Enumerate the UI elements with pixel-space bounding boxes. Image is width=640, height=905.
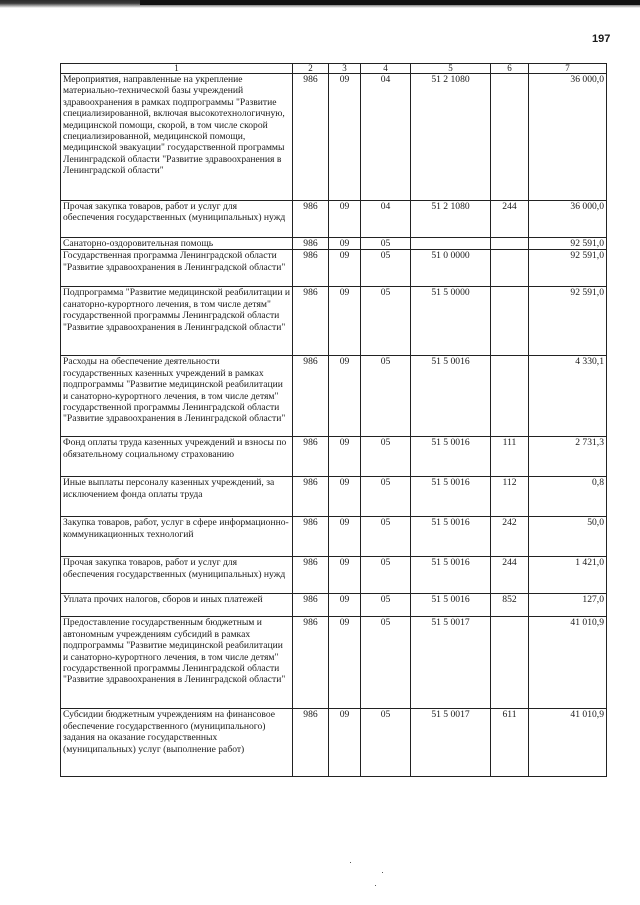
table-row <box>61 74 607 201</box>
page-number: 197 <box>592 33 611 45</box>
kcsr-admin-cell: 986 <box>293 238 329 250</box>
expense-type-cell: 111 <box>491 437 529 477</box>
amount-cell: 1 421,0 <box>529 557 607 594</box>
subsection-cell: 05 <box>361 477 411 517</box>
row-name-cell: Иные выплаты персоналу казенных учреждений, за исключением фонда оплаты труда <box>61 477 293 517</box>
section-cell: 09 <box>329 437 361 477</box>
kcsr-admin-cell: 986 <box>293 250 329 287</box>
target-article-cell: 51 2 1080 <box>411 201 491 238</box>
header-cell: 5 <box>411 64 491 74</box>
row-name-cell: Прочая закупка товаров, работ и услуг для обеспечения государственных (муниципальных) нужд <box>61 201 293 238</box>
table-row <box>61 617 607 709</box>
table-row <box>61 238 607 250</box>
subsection-cell: 05 <box>361 517 411 557</box>
expense-type-cell <box>491 356 529 437</box>
section-cell: 09 <box>329 594 361 617</box>
amount-cell: 92 591,0 <box>529 250 607 287</box>
expense-type-cell: 611 <box>491 709 529 777</box>
budget-table <box>60 63 607 777</box>
amount-cell: 92 591,0 <box>529 238 607 250</box>
expense-type-cell: 852 <box>491 594 529 617</box>
header-cell: 4 <box>361 64 411 74</box>
amount-cell: 4 330,1 <box>529 356 607 437</box>
expense-type-cell <box>491 238 529 250</box>
target-article-cell: 51 2 1080 <box>411 74 491 201</box>
section-cell: 09 <box>329 709 361 777</box>
section-cell: 09 <box>329 477 361 517</box>
row-name-cell: Санаторно-оздоровительная помощь <box>61 238 293 250</box>
kcsr-admin-cell: 986 <box>293 617 329 709</box>
table-row <box>61 594 607 617</box>
subsection-cell: 05 <box>361 287 411 356</box>
header-cell: 3 <box>329 64 361 74</box>
expense-type-cell: 242 <box>491 517 529 557</box>
target-article-cell: 51 5 0016 <box>411 594 491 617</box>
section-cell: 09 <box>329 238 361 250</box>
subsection-cell: 05 <box>361 238 411 250</box>
subsection-cell: 05 <box>361 594 411 617</box>
scan-edge-artifact <box>0 0 640 8</box>
section-cell: 09 <box>329 287 361 356</box>
table-row <box>61 250 607 287</box>
expense-type-cell <box>491 287 529 356</box>
kcsr-admin-cell: 986 <box>293 594 329 617</box>
subsection-cell: 05 <box>361 557 411 594</box>
amount-cell: 0,8 <box>529 477 607 517</box>
amount-cell: 36 000,0 <box>529 201 607 238</box>
kcsr-admin-cell: 986 <box>293 517 329 557</box>
table-row <box>61 709 607 777</box>
row-name-cell: Уплата прочих налогов, сборов и иных платежей <box>61 594 293 617</box>
section-cell: 09 <box>329 356 361 437</box>
section-cell: 09 <box>329 617 361 709</box>
row-name-cell: Государственная программа Ленинградской области "Развитие здравоохранения в Ленинградской области" <box>61 250 293 287</box>
kcsr-admin-cell: 986 <box>293 287 329 356</box>
section-cell: 09 <box>329 517 361 557</box>
kcsr-admin-cell: 986 <box>293 201 329 238</box>
kcsr-admin-cell: 986 <box>293 557 329 594</box>
header-cell: 2 <box>293 64 329 74</box>
subsection-cell: 05 <box>361 356 411 437</box>
table-row <box>61 477 607 517</box>
expense-type-cell: 244 <box>491 201 529 238</box>
target-article-cell <box>411 238 491 250</box>
row-name-cell: Закупка товаров, работ, услуг в сфере информационно-коммуникационных технологий <box>61 517 293 557</box>
expense-type-cell <box>491 74 529 201</box>
subsection-cell: 04 <box>361 201 411 238</box>
row-name-cell: Мероприятия, направленные на укрепление материально-технической базы учреждений здравоохранения в рамках подпрограммы "Развитие специализированной, включая высокотехнологичную, медицинской помощи, скорой, в том числе скорой специализированной, медицинской помощи, медицинской эвакуации" государственной программы Ленинградской области "Развитие здравоохранения в Ленинградской области" <box>61 74 293 201</box>
header-cell: 7 <box>529 64 607 74</box>
table-row <box>61 557 607 594</box>
section-cell: 09 <box>329 201 361 238</box>
target-article-cell: 51 5 0016 <box>411 356 491 437</box>
amount-cell: 41 010,9 <box>529 709 607 777</box>
target-article-cell: 51 5 0000 <box>411 287 491 356</box>
target-article-cell: 51 5 0016 <box>411 517 491 557</box>
kcsr-admin-cell: 986 <box>293 437 329 477</box>
row-name-cell: Субсидии бюджетным учреждениям на финансовое обеспечение государственного (муниципального) задания на оказание государственных (муниципальных) услуг (выполнение работ) <box>61 709 293 777</box>
kcsr-admin-cell: 986 <box>293 356 329 437</box>
table-row <box>61 287 607 356</box>
row-name-cell: Предоставление государственным бюджетным и автономным учреждениям субсидий в рамках подпрограммы "Развитие медицинской реабилитации и санаторно-курортного лечения, в том числе детям" государственной программы Ленинградской области "Развитие здравоохранения в Ленинградской области" <box>61 617 293 709</box>
target-article-cell: 51 5 0016 <box>411 437 491 477</box>
amount-cell: 50,0 <box>529 517 607 557</box>
row-name-cell: Подпрограмма "Развитие медицинской реабилитации и санаторно-курортного лечения, в том числе детям" государственной программы Ленинградской области "Развитие здравоохранения в Ленинградской области" <box>61 287 293 356</box>
kcsr-admin-cell: 986 <box>293 477 329 517</box>
kcsr-admin-cell: 986 <box>293 709 329 777</box>
amount-cell: 92 591,0 <box>529 287 607 356</box>
scan-speck <box>375 885 376 886</box>
row-name-cell: Фонд оплаты труда казенных учреждений и взносы по обязательному социальному страхованию <box>61 437 293 477</box>
expense-type-cell <box>491 617 529 709</box>
amount-cell: 127,0 <box>529 594 607 617</box>
amount-cell: 36 000,0 <box>529 74 607 201</box>
table-header-row <box>61 64 607 74</box>
scan-speck <box>350 862 351 863</box>
subsection-cell: 05 <box>361 437 411 477</box>
scan-speck <box>382 872 383 873</box>
header-cell: 6 <box>491 64 529 74</box>
section-cell: 09 <box>329 557 361 594</box>
target-article-cell: 51 5 0017 <box>411 709 491 777</box>
target-article-cell: 51 5 0016 <box>411 477 491 517</box>
subsection-cell: 04 <box>361 74 411 201</box>
section-cell: 09 <box>329 250 361 287</box>
target-article-cell: 51 5 0016 <box>411 557 491 594</box>
table-row <box>61 517 607 557</box>
subsection-cell: 05 <box>361 709 411 777</box>
subsection-cell: 05 <box>361 250 411 287</box>
table-row <box>61 356 607 437</box>
amount-cell: 2 731,3 <box>529 437 607 477</box>
header-cell: 1 <box>61 64 293 74</box>
subsection-cell: 05 <box>361 617 411 709</box>
expense-type-cell <box>491 250 529 287</box>
section-cell: 09 <box>329 74 361 201</box>
target-article-cell: 51 0 0000 <box>411 250 491 287</box>
row-name-cell: Расходы на обеспечение деятельности государственных казенных учреждений в рамках подпрограммы "Развитие медицинской реабилитации и санаторно-курортного лечения, в том числе детям" государственной программы Ленинградской области "Развитие здравоохранения в Ленинградской области" <box>61 356 293 437</box>
kcsr-admin-cell: 986 <box>293 74 329 201</box>
target-article-cell: 51 5 0017 <box>411 617 491 709</box>
expense-type-cell: 244 <box>491 557 529 594</box>
row-name-cell: Прочая закупка товаров, работ и услуг для обеспечения государственных (муниципальных) нужд <box>61 557 293 594</box>
amount-cell: 41 010,9 <box>529 617 607 709</box>
table-row <box>61 201 607 238</box>
expense-type-cell: 112 <box>491 477 529 517</box>
table-row <box>61 437 607 477</box>
